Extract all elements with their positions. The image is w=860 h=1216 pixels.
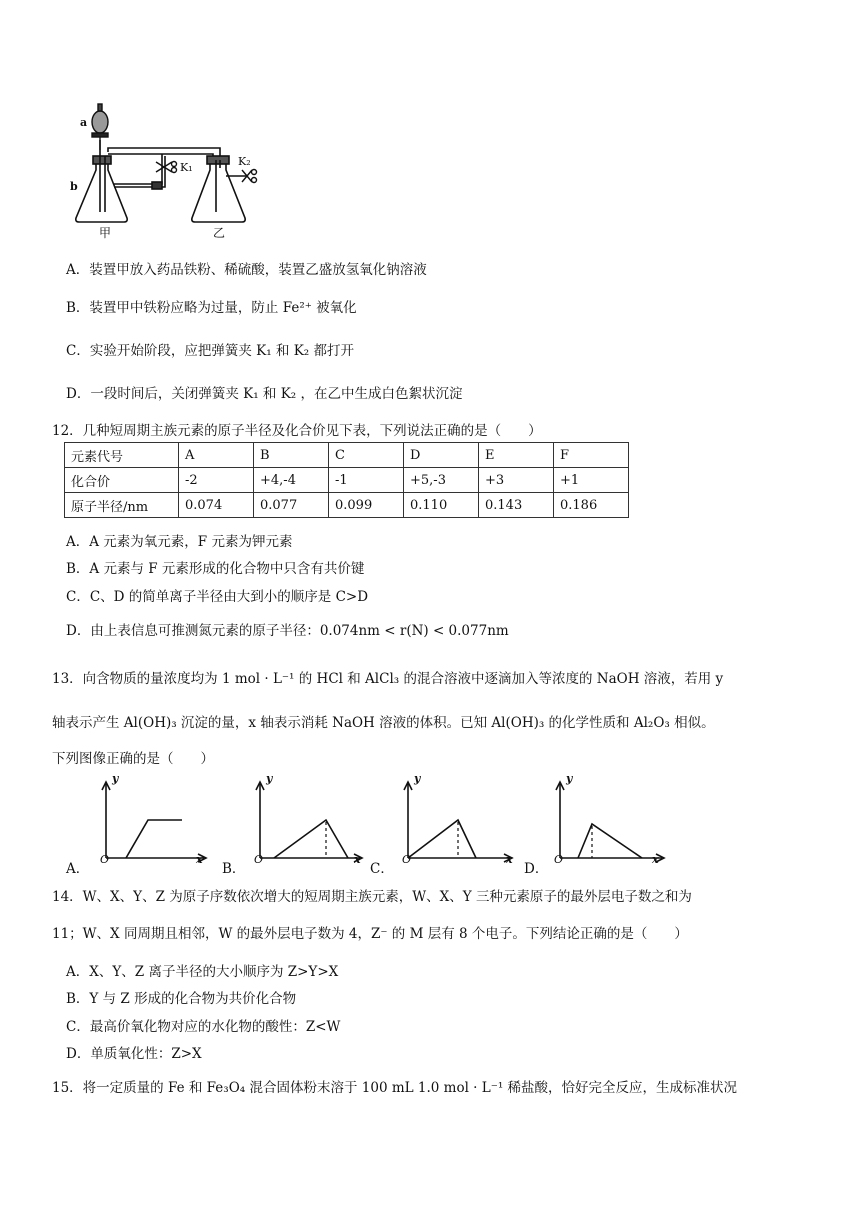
q12-stem: 12．几种短周期主族元素的原子半径及化合价见下表，下列说法正确的是（ ） <box>52 423 542 439</box>
graph-a-curve <box>126 820 182 858</box>
q13-stem-2: 轴表示产生 Al(OH)₃ 沉淀的量，x 轴表示消耗 NaOH 溶液的体积。已知 Al(OH)₃ 的化学性质和 Al₂O₃ 相似。 <box>52 715 715 731</box>
graph-c-label: C． <box>370 861 394 877</box>
graph-d-origin: O <box>554 853 564 866</box>
table-cell: 0.110 <box>404 493 479 518</box>
q14-stem-1: 14．W、X、Y、Z 为原子序数依次增大的短周期主族元素，W、X、Y 三种元素原子的最外层电子数之和为 <box>52 889 692 905</box>
table-cell: F <box>554 443 629 468</box>
graph-c-origin: O <box>402 853 412 866</box>
q11-option-b: B．装置甲中铁粉应略为过量，防止 Fe²⁺ 被氧化 <box>66 300 357 316</box>
flask-jia <box>76 140 127 222</box>
graph-a-x-label: x <box>196 853 203 866</box>
clip-k1 <box>156 162 177 173</box>
graph-c-y-label: y <box>414 772 421 785</box>
q12-option-c: C．C、D 的简单离子半径由大到小的顺序是 C>D <box>66 589 369 605</box>
table-row <box>65 468 629 493</box>
graph-d-label: D． <box>524 861 549 877</box>
graph-d-y-label: y <box>566 772 573 785</box>
graph-a-y-label: y <box>112 772 119 785</box>
q14-option-a: A．X、Y、Z 离子半径的大小顺序为 Z>Y>X <box>66 964 339 980</box>
q14-option-d: D．单质氧化性：Z>X <box>66 1046 202 1062</box>
separatory-funnel <box>92 104 108 150</box>
table-row <box>65 443 629 468</box>
graph-b-label: B． <box>222 861 246 877</box>
table-cell: B <box>254 443 329 468</box>
table-cell: A <box>179 443 254 468</box>
q11-option-d: D．一段时间后，关闭弹簧夹 K₁ 和 K₂ ，在乙中生成白色絮状沉淀 <box>66 386 463 402</box>
table-cell: 元素代号 <box>65 443 179 468</box>
q12-option-d: D．由上表信息可推测氮元素的原子半径：0.074nm < r(N) < 0.077nm <box>66 623 509 639</box>
label-b: b <box>70 180 78 193</box>
apparatus-diagram <box>70 100 270 242</box>
graph-b-y-label: y <box>266 772 273 785</box>
q14-option-b: B．Y 与 Z 形成的化合物为共价化合物 <box>66 991 297 1007</box>
q14-option-c: C．最高价氧化物对应的水化物的酸性：Z<W <box>66 1019 341 1035</box>
q11-option-a: A．装置甲放入药品铁粉、稀硫酸，装置乙盛放氢氧化钠溶液 <box>66 262 427 278</box>
table-cell: +3 <box>479 468 554 493</box>
q15-stem-1: 15．将一定质量的 Fe 和 Fe₃O₄ 混合固体粉末溶于 100 mL 1.0 mol · L⁻¹ 稀盐酸，恰好完全反应，生成标准状况 <box>52 1080 738 1096</box>
element-table <box>64 442 629 518</box>
label-k1: K₁ <box>180 161 193 174</box>
graph-d-x-label: x <box>652 853 659 866</box>
q14-stem-2: 11；W、X 同周期且相邻，W 的最外层电子数为 4，Z⁻ 的 M 层有 8 个电子。下列结论正确的是（ ） <box>52 926 688 942</box>
graph-c-curve <box>408 820 476 858</box>
table-cell: 原子半径/nm <box>65 493 179 518</box>
graph-b-x-label: x <box>354 853 361 866</box>
q12-option-a: A．A 元素为氧元素，F 元素为钾元素 <box>66 534 293 550</box>
table-row <box>65 493 629 518</box>
table-cell: E <box>479 443 554 468</box>
graph-a <box>92 778 212 870</box>
graph-d-curve <box>578 824 642 858</box>
label-a: a <box>80 116 88 129</box>
table-cell: 化合价 <box>65 468 179 493</box>
table-cell: 0.143 <box>479 493 554 518</box>
label-jia: 甲 <box>99 226 112 240</box>
table-cell: +4,-4 <box>254 468 329 493</box>
table-cell: 0.077 <box>254 493 329 518</box>
table-cell: C <box>329 443 404 468</box>
table-cell: 0.074 <box>179 493 254 518</box>
table-cell: +1 <box>554 468 629 493</box>
graph-b-curve <box>274 820 348 858</box>
table-cell: -2 <box>179 468 254 493</box>
q13-stem-1: 13．向含物质的量浓度均为 1 mol · L⁻¹ 的 HCl 和 AlCl₃ 的混合溶液中逐滴加入等浓度的 NaOH 溶液，若用 y <box>52 671 724 687</box>
graph-c-x-label: x <box>506 853 513 866</box>
graph-a-label: A． <box>66 861 90 877</box>
table-cell: D <box>404 443 479 468</box>
graph-b-origin: O <box>254 853 264 866</box>
label-yi: 乙 <box>213 226 226 240</box>
q13-stem-3: 下列图像正确的是（ ） <box>52 751 214 767</box>
table-cell: 0.186 <box>554 493 629 518</box>
table-cell: 0.099 <box>329 493 404 518</box>
table-cell: +5,-3 <box>404 468 479 493</box>
graph-a-origin: O <box>100 853 110 866</box>
connecting-tubes <box>108 148 220 189</box>
label-k2: K₂ <box>238 155 251 168</box>
q12-option-b: B．A 元素与 F 元素形成的化合物中只含有共价键 <box>66 561 365 577</box>
table-cell: -1 <box>329 468 404 493</box>
q11-option-c: C．实验开始阶段，应把弹簧夹 K₁ 和 K₂ 都打开 <box>66 343 354 359</box>
graph-c <box>394 778 518 870</box>
